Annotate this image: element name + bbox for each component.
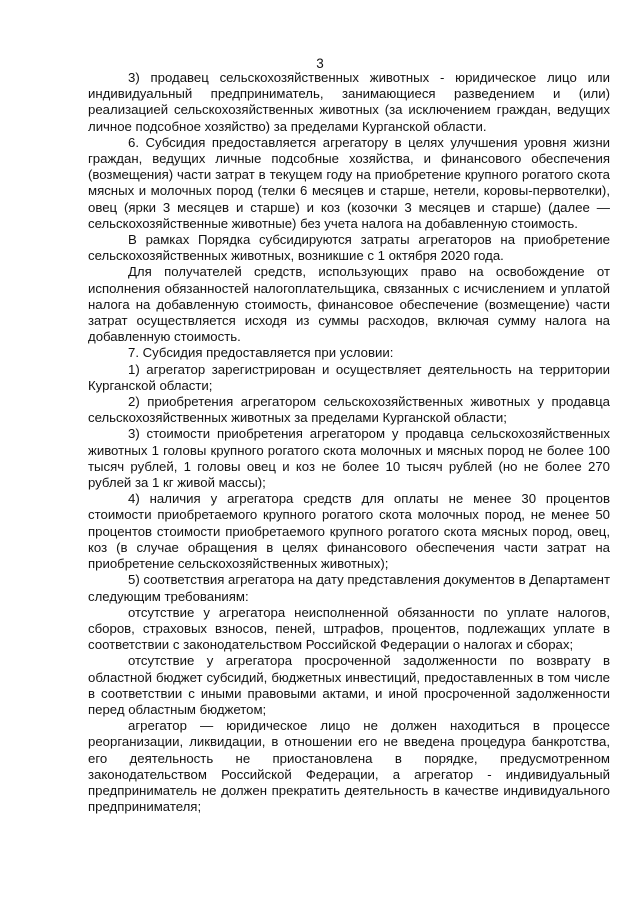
page-number: 3 (316, 56, 324, 71)
paragraph-7-conditions: 7. Субсидия предоставляется при условии: (128, 345, 394, 361)
document-body (88, 70, 610, 815)
paragraph-seller-definition: 3) продавец сельскохозяйственных животных - юридическое лицо или индивидуальный предприниматель, занимающиеся разведением и (или) реализацией сельскохозяйственных животных (за исключением граждан, ведущих личное подсобное хозяйство) за пределами Курганской области. (88, 70, 610, 134)
condition-3-price-limits: 3) стоимости приобретения агрегатором у продавца сельскохозяйственных животных 1 головы крупного рогатого скота молочных и мясных пород не более 100 тысяч рублей, 1 головы овец и коз не более 10 тысяч рублей (но не более 270 рублей за 1 кг живой массы); (88, 426, 610, 491)
condition-1-registration: 1) агрегатор зарегистрирован и осуществляет деятельность на территории Курганской области; (88, 361, 610, 393)
paragraph-vat-exemption: Для получателей средств, использующих право на освобождение от исполнения обязанностей налогоплательщика, связанных с исчислением и уплатой налога на добавленную стоимость, финансовое обеспечение (возмещение) части затрат осуществляется исходя из суммы расходов, включая сумму налога на добавленную стоимость. (88, 264, 610, 345)
paragraph-costs-from-october-2020: В рамках Порядка субсидируются затраты агрегаторов на приобретение сельскохозяйственных животных, возникшие с 1 октября 2020 года. (88, 232, 610, 264)
requirement-no-reorganization: агрегатор — юридическое лицо не должен находиться в процессе реорганизации, ликвидации, в отношении его не введена процедура банкротства, его деятельность не приостановлена в порядке, предусмотренном законодательством Российской Федерации, а агрегатор - индивидуальный предприниматель не должен прекратить деятельность в качестве индивидуального предпринимателя; (88, 718, 610, 815)
condition-4-own-funds: 4) наличия у агрегатора средств для оплаты не менее 30 процентов стоимости приобретаемого крупного рогатого скота молочных пород, не менее 50 процентов стоимости приобретаемого крупного рогатого скота мясных пород, овец, коз (в случае обращения в целях финансового обеспечения части затрат на приобретение сельскохозяйственных животных); (88, 491, 610, 572)
requirement-no-budget-debt: отсутствие у агрегатора просроченной задолженности по возврату в областной бюджет субсидий, бюджетных инвестиций, предоставленных в том числе в соответствии с иными правовыми актами, и иной просроченной задолженности перед областным бюджетом; (88, 653, 610, 717)
paragraph-6-subsidy-purpose: 6. Субсидия предоставляется агрегатору в целях улучшения уровня жизни граждан, ведущих личные подсобные хозяйства, и финансового обеспечения (возмещения) части затрат в текущем году на приобретение крупного рогатого скота мясных и молочных пород (телки 6 месяцев и старше, нетели, коровы-первотелки), овец (ярки 3 месяцев и старше) и коз (козочки 3 месяцев и старше) (далее — сельскохозяйственные животные) без учета налога на добавленную стоимость. (88, 134, 610, 231)
requirement-no-tax-debt: отсутствие у агрегатора неисполненной обязанности по уплате налогов, сборов, страховых взносов, пеней, штрафов, процентов, подлежащих уплате в соответствии с законодательством Российской Федерации о налогах и сборах; (88, 604, 610, 653)
condition-5-requirements: 5) соответствия агрегатора на дату представления документов в Департамент следующим требованиям: (88, 572, 611, 604)
condition-2-purchase-outside-region: 2) приобретения агрегатором сельскохозяйственных животных у продавца сельскохозяйственных животных за пределами Курганской области; (88, 394, 610, 426)
